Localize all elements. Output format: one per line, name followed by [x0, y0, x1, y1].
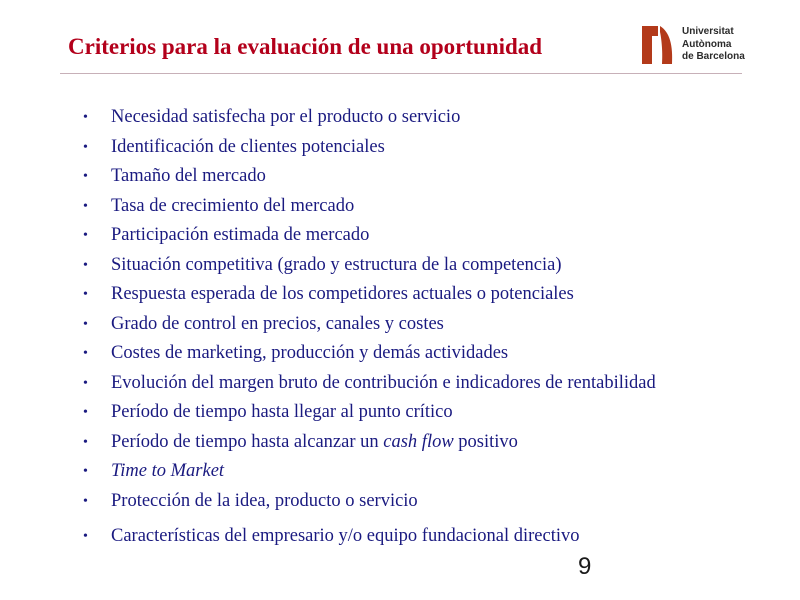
- bullet-icon: •: [83, 405, 88, 420]
- list-item-text-end: positivo: [453, 431, 518, 452]
- logo-line-1: Universitat: [682, 26, 734, 37]
- list-item-text-start: Período de tiempo hasta alcanzar un: [111, 431, 384, 452]
- bullet-icon: •: [83, 198, 88, 214]
- bullet-icon: •: [83, 434, 88, 450]
- bullet-icon: •: [83, 529, 88, 544]
- list-item-text: Necesidad satisfecha por el producto o servicio: [111, 107, 461, 127]
- list-item-text: Tamaño del mercado: [111, 166, 266, 186]
- list-item-text: Time to Market: [111, 461, 225, 481]
- bullet-icon: •: [83, 228, 88, 243]
- bullet-icon: •: [83, 493, 88, 509]
- list-item-text: Evolución del margen bruto de contribución e indicadores de rentabilidad: [111, 372, 656, 393]
- list-item-text: Grado de control en precios, canales y costes: [111, 313, 444, 334]
- list-item-text: Identificación de clientes potenciales: [111, 136, 385, 157]
- list-item-text: [111, 428, 518, 458]
- bullet-icon: •: [83, 346, 88, 361]
- bullet-icon: •: [83, 375, 88, 391]
- uab-emblem-icon: [640, 26, 674, 64]
- list-item-text: Protección de la idea, producto o servicio: [111, 490, 418, 511]
- list-item-text: Características del empresario y/o equipo fundacional directivo: [111, 526, 580, 546]
- list-item-text: Respuesta esperada de los competidores actuales o potenciales: [111, 284, 574, 304]
- page-number: 9: [578, 553, 592, 580]
- logo-line-3: de Barcelona: [682, 51, 745, 62]
- bullet-icon: •: [83, 257, 88, 273]
- list-item-text: Período de tiempo hasta llegar al punto crítico: [111, 402, 453, 422]
- list-item-text: Situación competitiva (grado y estructura de la competencia): [111, 254, 562, 275]
- slide-title: Criterios para la evaluación de una oportunidad: [68, 34, 543, 59]
- logo-wordmark: [682, 26, 745, 64]
- list-item-text: Costes de marketing, producción y demás actividades: [111, 343, 509, 363]
- list-item-text: Participación estimada de mercado: [111, 225, 370, 245]
- bullet-icon: •: [83, 139, 88, 155]
- list-item-emphasis: cash flow: [383, 431, 454, 452]
- university-logo: [640, 26, 750, 68]
- bullet-icon: •: [83, 316, 88, 332]
- logo-line-2: Autònoma: [682, 38, 732, 50]
- bullet-icon: •: [83, 287, 88, 302]
- bullet-icon: •: [83, 110, 88, 125]
- list-item-text: Tasa de crecimiento del mercado: [111, 195, 355, 216]
- bullet-icon: •: [83, 464, 88, 479]
- bullet-icon: •: [83, 169, 88, 184]
- title-divider: [60, 73, 742, 74]
